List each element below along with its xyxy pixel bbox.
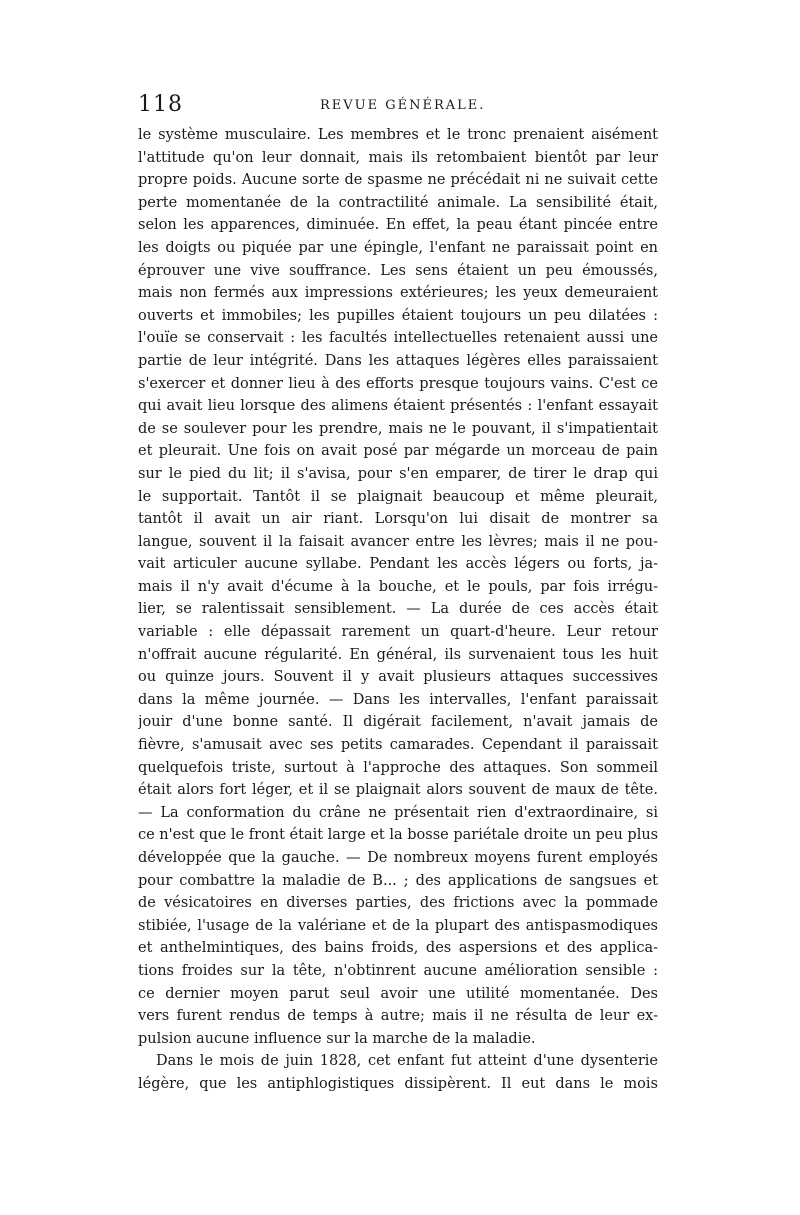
text-line: qui avait lieu lorsque des alimens étaient présentés : l'enfant essayait [138, 398, 658, 415]
document-page [138, 92, 658, 1096]
text-line: sur le pied du lit; il s'avisa, pour s'en emparer, de tirer le drap qui [138, 465, 658, 482]
text-line: vers furent rendus de temps à autre; mais il ne résulta de leur ex- [138, 1008, 658, 1025]
text-line: mais il n'y avait d'écume à la bouche, et le pouls, par fois irrégu- [138, 578, 658, 595]
text-line: pulsion aucune influence sur la marche de la maladie. [138, 1030, 536, 1047]
running-title: REVUE GÉNÉRALE. [320, 98, 486, 113]
text-line: l'ouïe se conservait : les facultés intellectuelles retenaient aussi une [138, 330, 658, 347]
text-line: tantôt il avait un air riant. Lorsqu'on lui disait de montrer sa [138, 511, 658, 528]
page-number: 118 [138, 92, 183, 117]
text-line: pour combattre la maladie de B... ; des applications de sangsues et [138, 872, 658, 889]
text-line: Dans le mois de juin 1828, cet enfant fut atteint d'une dysenterie [156, 1053, 658, 1070]
text-line: ou quinze jours. Souvent il y avait plusieurs attaques successives [138, 669, 658, 686]
text-line: le supportait. Tantôt il se plaignait beaucoup et même pleurait, [138, 488, 658, 505]
text-line: perte momentanée de la contractilité animale. La sensibilité était, [138, 194, 658, 211]
text-line: vait articuler aucune syllabe. Pendant les accès légers ou forts, ja- [138, 556, 658, 573]
text-line: de se soulever pour les prendre, mais ne le pouvant, il s'impatientait [138, 420, 658, 437]
text-line: quelquefois triste, surtout à l'approche des attaques. Son sommeil [138, 759, 658, 776]
text-line: tions froides sur la tête, n'obtinrent aucune amélioration sensible : [138, 962, 658, 979]
text-line: n'offrait aucune régularité. En général, ils survenaient tous les huit [138, 646, 658, 663]
text-line: variable : elle dépassait rarement un quart-d'heure. Leur retour [138, 624, 658, 641]
text-line: les doigts ou piquée par une épingle, l'enfant ne paraissait point en [138, 239, 658, 256]
text-line: l'attitude qu'on leur donnait, mais ils retombaient bientôt par leur [138, 149, 658, 166]
text-line: stibiée, l'usage de la valériane et de la plupart des antispasmodiques [138, 917, 658, 934]
text-line: jouir d'une bonne santé. Il digérait facilement, n'avait jamais de [138, 714, 658, 731]
text-line: selon les apparences, diminuée. En effet, la peau étant pincée entre [138, 217, 658, 234]
text-line: ce n'est que le front était large et la bosse pariétale droite un peu plus [138, 827, 658, 844]
body-text [138, 124, 658, 1096]
text-line: et pleurait. Une fois on avait posé par mégarde un morceau de pain [138, 443, 658, 460]
text-line: fièvre, s'amusait avec ses petits camarades. Cependant il paraissait [138, 737, 658, 754]
text-line: le système musculaire. Les membres et le tronc prenaient aisément [138, 127, 658, 143]
text-line: propre poids. Aucune sorte de spasme ne précédait ni ne suivait cette [138, 172, 658, 189]
text-line: développée que la gauche. — De nombreux moyens furent employés [138, 850, 658, 866]
text-line: éprouver une vive souffrance. Les sens étaient un peu émoussés, [138, 262, 658, 279]
text-line: s'exercer et donner lieu à des efforts presque toujours vains. C'est ce [138, 375, 658, 392]
text-line: était alors fort léger, et il se plaignait alors souvent de maux de tête. [138, 782, 658, 799]
text-line: et anthelmintiques, des bains froids, des aspersions et des applica- [138, 940, 658, 957]
text-line: mais non fermés aux impressions extérieures; les yeux demeuraient [138, 285, 658, 302]
text-line: légère, que les antiphlogistiques dissipèrent. Il eut dans le mois [138, 1075, 658, 1092]
text-line: — La conformation du crâne ne présentait rien d'extraordinaire, si [138, 804, 658, 821]
text-line: ouverts et immobiles; les pupilles étaient toujours un peu dilatées : [138, 307, 658, 324]
text-line: de vésicatoires en diverses parties, des frictions avec la pommade [138, 895, 658, 912]
text-line: ce dernier moyen parut seul avoir une utilité momentanée. Des [138, 985, 658, 1002]
text-line: dans la même journée. — Dans les intervalles, l'enfant paraissait [138, 691, 658, 708]
text-line: partie de leur intégrité. Dans les attaques légères elles paraissaient [138, 352, 658, 369]
page-header [138, 92, 658, 122]
text-line: lier, se ralentissait sensiblement. — La durée de ces accès était [138, 601, 658, 618]
text-line: langue, souvent il la faisait avancer entre les lèvres; mais il ne pou- [138, 533, 658, 550]
